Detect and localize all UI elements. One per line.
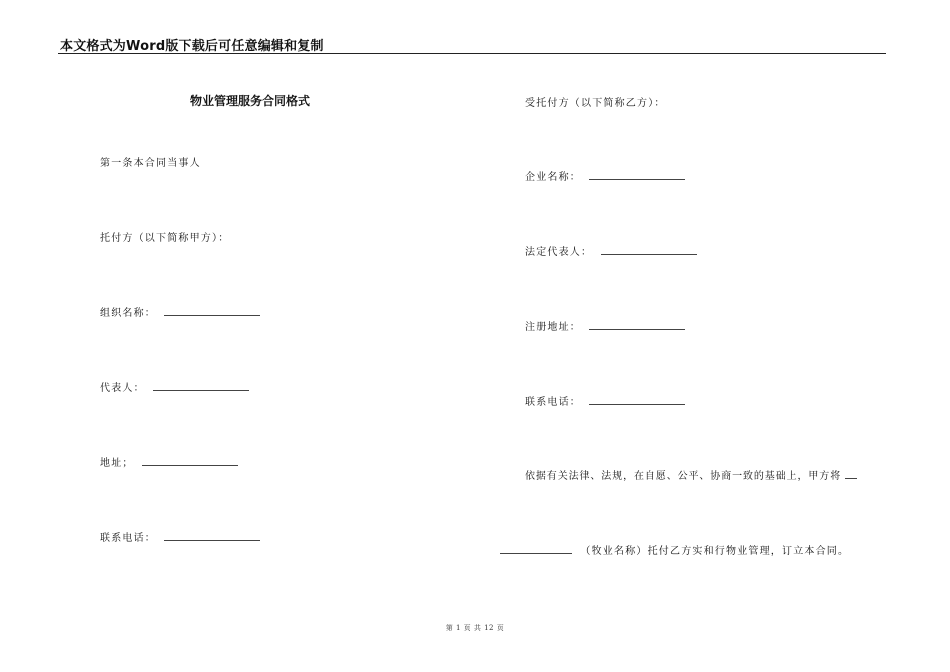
party-a-phone-label: 联系电话： <box>100 533 156 544</box>
paragraph-line-1: 依据有关法律、法规，在自愿、公平、协商一致的基础上，甲方将 <box>525 467 857 482</box>
address-row <box>100 454 238 469</box>
legal-rep-label: 法定代表人： <box>525 247 593 258</box>
representative-blank <box>153 379 249 391</box>
reg-address-row <box>525 318 685 333</box>
article-heading: 第一条本合同当事人 <box>100 158 201 169</box>
party-b-phone-label: 联系电话： <box>525 397 581 408</box>
page-footer: 第 1 页 共 12 页 <box>445 624 505 632</box>
party-a-phone-blank <box>164 529 260 541</box>
company-name-blank <box>589 168 685 180</box>
reg-address-blank <box>589 318 685 330</box>
paragraph-line-2: （牧业名称）托付乙方实和行物业管理，订立本合同。 <box>500 542 849 557</box>
representative-label: 代表人： <box>100 383 145 394</box>
address-blank <box>142 454 238 466</box>
party-b-phone-blank <box>589 393 685 405</box>
party-b-heading: 受托付方（以下简称乙方）： <box>525 98 666 109</box>
document-title: 物业管理服务合同格式 <box>190 94 311 108</box>
legal-rep-blank <box>601 243 697 255</box>
org-name-label: 组织名称： <box>100 308 156 319</box>
company-name-label: 企业名称： <box>525 172 581 183</box>
paragraph-blank-2 <box>500 542 572 554</box>
page-header <box>58 33 886 54</box>
header-text: 本文格式为Word版下载后可任意编辑和复制 <box>60 39 324 54</box>
party-a-heading: 托付方（以下简称甲方）： <box>100 233 230 244</box>
party-a-phone-row <box>100 529 260 544</box>
reg-address-label: 注册地址： <box>525 322 581 333</box>
org-name-row <box>100 304 260 319</box>
company-name-row <box>525 168 685 183</box>
org-name-blank <box>164 304 260 316</box>
legal-rep-row <box>525 243 697 258</box>
representative-row <box>100 379 249 394</box>
party-b-phone-row <box>525 393 685 408</box>
address-label: 地址； <box>100 458 134 469</box>
paragraph-blank-1 <box>845 467 857 479</box>
